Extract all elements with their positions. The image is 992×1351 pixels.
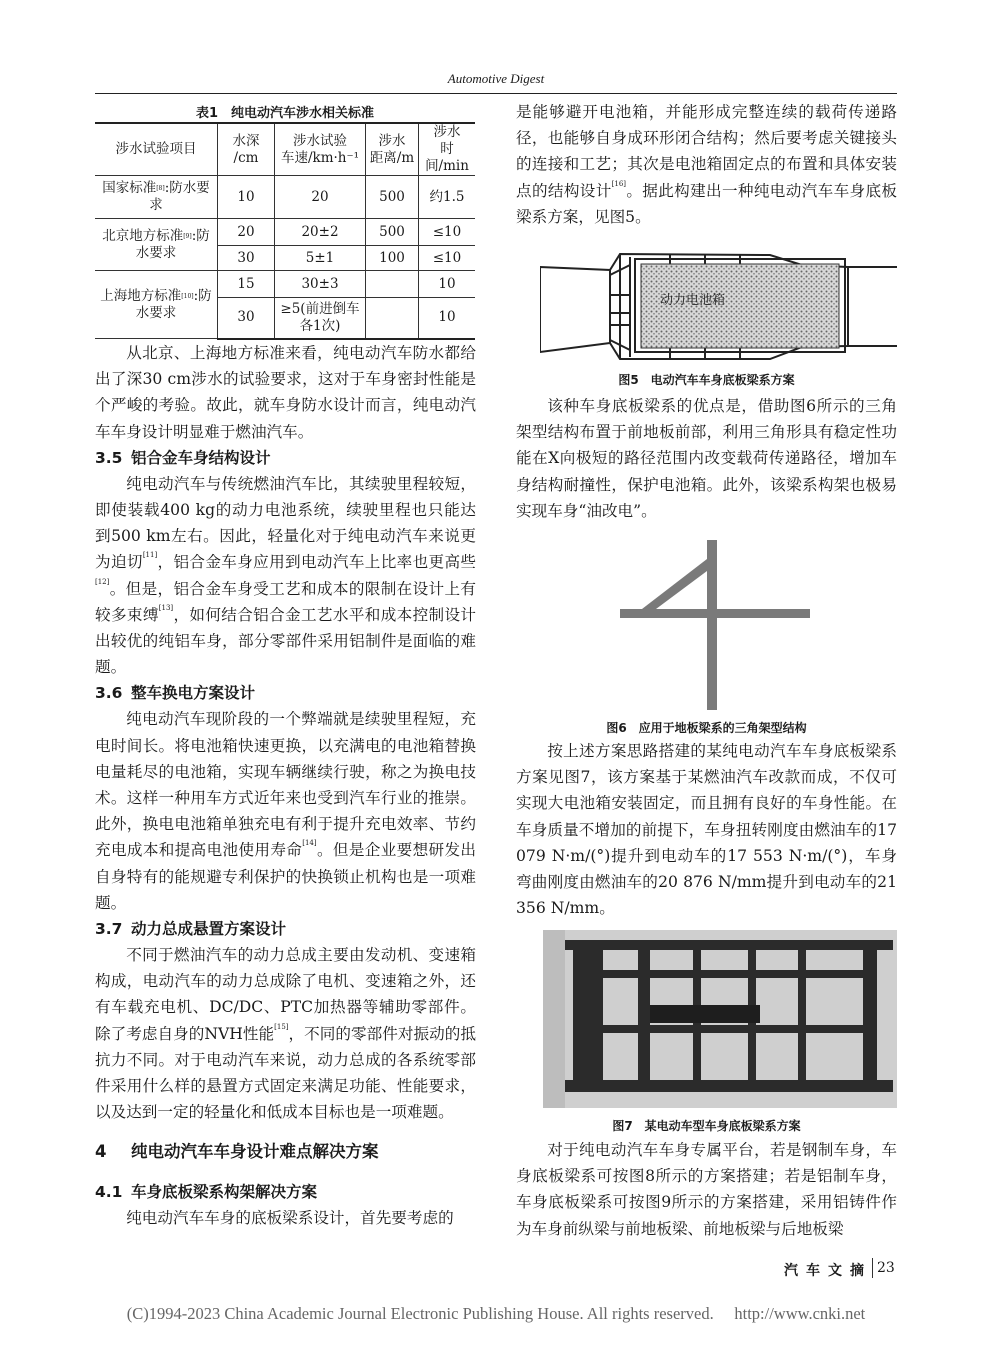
section-number: 3.7 (95, 920, 123, 939)
row-label (95, 219, 218, 271)
right-column-mid (516, 393, 897, 524)
cell: 10 (419, 298, 476, 339)
text-run: 纯电动汽车与传统燃油汽车比，其续驶里程较短，即使装载400 kg的动力电池系统，续驶里程也只能达到500 km左右。因此，轻量化对于纯电动汽车来说更为迫切 (95, 474, 476, 572)
figure-6-caption: 图6 应用于地板梁系的三角架型结构 (606, 721, 807, 735)
section-title: 纯电动汽车车身设计难点解决方案 (131, 1142, 379, 1162)
text-run: ，如何结合铝合金工艺水平和成本控制设计出较优的纯铝车身，部分零部件采用铝制件是面临的难题。 (95, 605, 476, 677)
text-run: 。但是企业要想研发出自身特有的能规避专利保护的快换锁止机构也是一项难题。 (95, 841, 476, 912)
paragraph (95, 942, 476, 1125)
label-text: 国家标准 (102, 180, 157, 196)
text-run: ，不同的零部件对振动的抵抗力不同。对于电动汽车来说，动力总成的各系统零部件采用什么样的悬置方式固定来满足功能、性能要求，以及达到一定的轻量化和低成本目标也是一项难题。 (95, 1024, 476, 1122)
header-cell: 水深 /cm (218, 123, 275, 176)
copyright-notice: (C)1994-2023 China Academic Journal Electronic Publishing House. All rights reserved. http://www.cnki.net (126, 1304, 866, 1323)
cell (366, 271, 419, 298)
text-run: 对于纯电动汽车车身专属平台，若是钢制车身，车身底板梁系可按图8所示的方案搭建；若是铝制车身，车身底板梁系可按图9所示的方案搭建，采用铝铸件作为车身前纵梁与前地板梁、前地板梁与后地板梁 (516, 1141, 897, 1238)
journal-name: 汽车文摘 (784, 1263, 872, 1279)
text-run: ，铝合金车身应用到电动汽车上比率也更高些 (157, 553, 476, 572)
header-rule (95, 93, 897, 94)
paragraph (516, 738, 897, 921)
citation: [13] (158, 603, 174, 612)
section-title: 动力总成悬置方案设计 (131, 920, 287, 939)
citation: [9] (183, 232, 192, 240)
cell: 30±3 (275, 271, 366, 298)
citation: [11] (142, 551, 158, 560)
paragraph (95, 340, 476, 445)
paragraph (516, 393, 897, 524)
cell: 20±2 (275, 219, 366, 246)
table-row (95, 176, 475, 219)
cell: 10 (218, 176, 275, 219)
citation: [14] (302, 839, 317, 848)
figure-6-triangle-frame (610, 535, 820, 715)
cell: 30 (218, 298, 275, 339)
paragraph (516, 1137, 897, 1242)
cell: 20 (218, 219, 275, 246)
section-number: 3.5 (95, 448, 123, 467)
cell: 15 (218, 271, 275, 298)
header-cell: 涉水试验 车速/km·h⁻¹ (275, 123, 366, 176)
label-text: :防水要求 (149, 180, 210, 213)
section-heading (95, 1179, 476, 1205)
cell: 500 (366, 219, 419, 246)
cell: 100 (366, 246, 419, 271)
label-text: 北京地方标准 (102, 227, 184, 244)
text-run: 按上述方案思路搭建的某纯电动汽车车身底板梁系方案见图7，该方案基于某燃油汽车改款而成，不仅可实现大电池箱安装固定，而且拥有良好的车身性能。在车身质量不增加的前提下，车身扭转刚度由燃油车的17 079 N·m/(°)提升到电动车的17 553 N·m/(°)，车身弯曲刚度由燃油车的20 876 N/mm提升到电动车的21 356 N/mm。 (516, 742, 897, 918)
paragraph (95, 1205, 476, 1231)
section-number: 4 (95, 1142, 107, 1162)
running-header: Automotive Digest (447, 71, 545, 86)
citation: [12] (95, 577, 110, 586)
figure-7-caption: 图7 某电动车型车身底板梁系方案 (612, 1119, 801, 1133)
figure-5-caption: 图5 电动汽车车身底板梁系方案 (618, 373, 795, 387)
table-caption: 表1 纯电动汽车涉水相关标准 (195, 106, 375, 121)
table-header-row (95, 123, 475, 176)
left-column (95, 340, 476, 1232)
standards-table (95, 122, 475, 340)
citation: [15] (274, 1022, 289, 1031)
row-label (95, 176, 218, 219)
citation: [10] (181, 292, 194, 300)
cell: ≤10 (419, 219, 476, 246)
text-run: 该种车身底板梁系的优点是，借助图6所示的三角架型结构布置于前地板前部，利用三角形具有稳定性功能在X向极短的路径范围内改变载荷传递路径，增加车身结构耐撞性，保护电池箱。此外，该梁系构架也极易实现车身“油改电”。 (516, 397, 897, 520)
section-title: 车身底板梁系构架解决方案 (131, 1183, 318, 1202)
header-cell: 涉水 时间/min (419, 123, 476, 176)
label-text: 上海地方标准 (100, 287, 182, 304)
cell: 30 (218, 246, 275, 271)
text-run: 。但是，铝合金车身受工艺和成本的限制在设计上有较多束缚 (95, 579, 476, 624)
header-cell: 涉水试验项目 (95, 123, 218, 176)
text-run: 纯电动汽车车身的底板梁系设计，首先要考虑的 (126, 1209, 454, 1228)
cell: 10 (419, 271, 476, 298)
battery-box-label: 动力电池箱 (660, 293, 726, 308)
label-text: :防水要求 (135, 287, 212, 321)
text-run: 纯电动汽车现阶段的一个弊端就是续驶里程短，充电时间长。将电池箱快速更换，以充满电的电池箱替换电量耗尽的电池箱，实现车辆继续行驶，称之为换电技术。这样一种用车方式近年来也受到汽车行业的推崇。此外，换电电池箱单独充电有利于提升充电效率、节约充电成本和提高电池使用寿命 (95, 710, 476, 860)
row-label (95, 271, 218, 339)
cell: ≤10 (419, 246, 476, 271)
page-number: 23 (872, 1258, 895, 1278)
right-column-top (516, 99, 897, 230)
section-number: 4.1 (95, 1183, 123, 1202)
paragraph (95, 471, 476, 681)
cell: 500 (366, 176, 419, 219)
cell: 20 (275, 176, 366, 219)
text-run: 是能够避开电池箱，并能形成完整连续的载荷传递路径，也能够自身成环形闭合结构；然后要考虑关键接头的连接和工艺；其次是电池箱固定点的布置和具体安装点的结构设计 (516, 103, 897, 200)
section-heading (95, 1139, 476, 1165)
table-row (95, 219, 475, 246)
section-heading (95, 916, 476, 942)
figure-7-chassis-photo (543, 930, 897, 1108)
section-title: 铝合金车身结构设计 (131, 448, 271, 467)
citation: [16] (611, 179, 627, 188)
paragraph (95, 706, 476, 916)
cell: 约1.5 (419, 176, 476, 219)
cell: ≥5(前进倒车各1次) (275, 298, 366, 339)
section-title: 整车换电方案设计 (131, 684, 256, 703)
table-row (95, 271, 475, 298)
cell: 5±1 (275, 246, 366, 271)
section-number: 3.6 (95, 684, 123, 703)
text-run: 。据此构建出一种纯电动汽车车身底板梁系方案，见图5。 (516, 181, 897, 226)
label-text: :防水要求 (135, 227, 210, 261)
citation: [8] (156, 185, 165, 192)
cell (366, 298, 419, 339)
text-run: 从北京、上海地方标准来看，纯电动汽车防水都给出了深30 cm涉水的试验要求，这对于车身密封性能是个严峻的考验。故此，就车身防水设计而言，纯电动汽车车身设计明显难于燃油汽车。 (95, 344, 476, 441)
section-heading (95, 680, 476, 706)
header-cell: 涉水 距离/m (366, 123, 419, 176)
right-column-lower (516, 738, 897, 921)
section-heading (95, 445, 476, 471)
paragraph (516, 99, 897, 230)
right-column-bottom (516, 1137, 897, 1242)
text-run: 不同于燃油汽车的动力总成主要由发动机、变速箱构成，电动汽车的动力总成除了电机、变速箱之外，还有车载充电机、DC/DC、PTC加热器等辅助零部件。除了考虑自身的NVH性能 (95, 946, 476, 1043)
